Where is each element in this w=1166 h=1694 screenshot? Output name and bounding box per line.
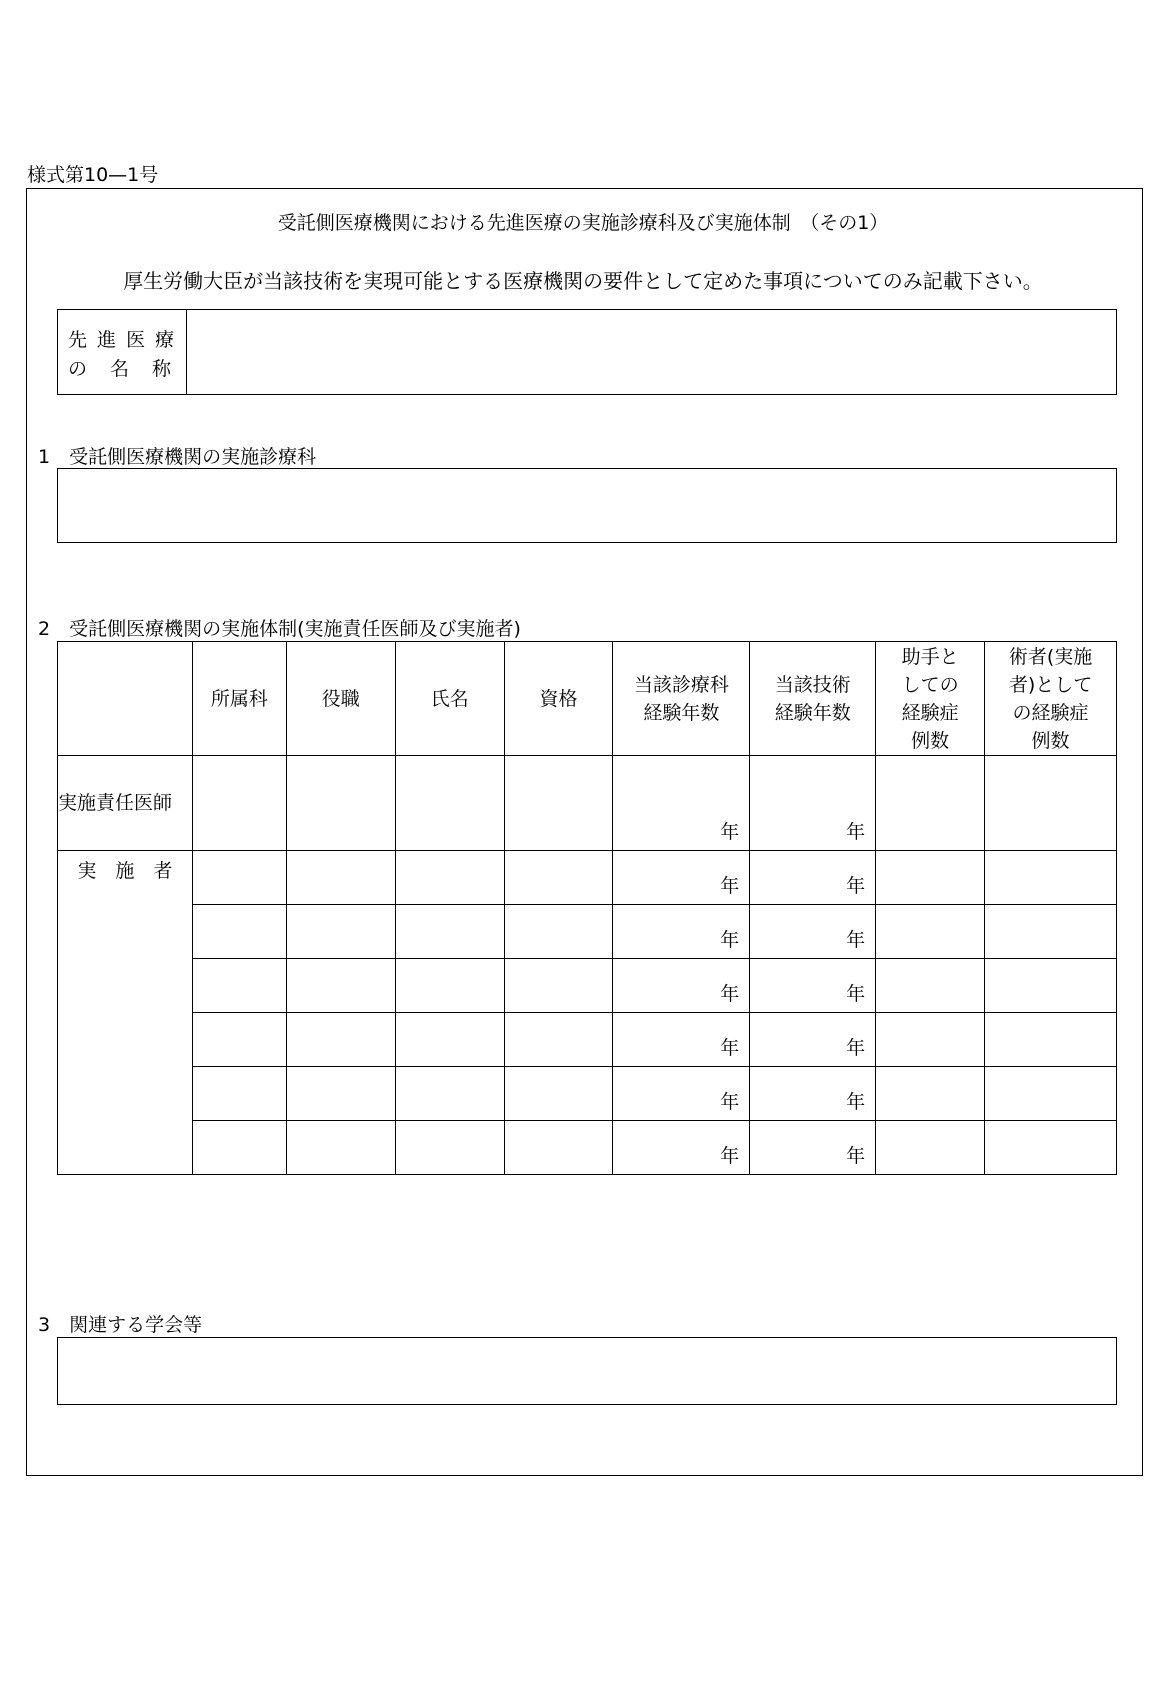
cell[interactable] (985, 756, 1117, 851)
column-header: 資格 (504, 642, 613, 756)
cell[interactable] (395, 959, 504, 1013)
cell[interactable] (286, 1121, 395, 1175)
cell[interactable] (504, 1013, 613, 1067)
cell[interactable] (192, 905, 286, 959)
cell[interactable] (395, 851, 504, 905)
years-cell[interactable]: 年 (613, 756, 750, 851)
years-cell[interactable]: 年 (750, 756, 876, 851)
years-cell[interactable]: 年 (750, 1121, 876, 1175)
cell[interactable] (876, 959, 985, 1013)
years-cell[interactable]: 年 (750, 959, 876, 1013)
table-row-staff (58, 1013, 1117, 1067)
form-number: 様式第10—1号 (27, 164, 159, 186)
cell[interactable] (395, 905, 504, 959)
column-header: 所属科 (192, 642, 286, 756)
table-row-staff (58, 851, 1117, 905)
header-row (58, 642, 1117, 756)
department-input[interactable] (57, 468, 1117, 543)
years-cell[interactable]: 年 (613, 905, 750, 959)
cell[interactable] (286, 959, 395, 1013)
technology-name-label-2: の 名 称 (68, 358, 174, 380)
cell[interactable] (192, 1067, 286, 1121)
divider (186, 309, 187, 395)
table-row-staff (58, 905, 1117, 959)
column-header (58, 642, 193, 756)
years-cell[interactable]: 年 (750, 1013, 876, 1067)
table-row-staff (58, 1121, 1117, 1175)
cell[interactable] (504, 1121, 613, 1175)
column-header: 当該診療科 経験年数 (613, 642, 750, 756)
cell[interactable] (286, 756, 395, 851)
years-cell[interactable]: 年 (750, 851, 876, 905)
cell[interactable] (876, 905, 985, 959)
instruction-text: 厚生労働大臣が当該技術を実現可能とする医療機関の要件として定めた事項についてのみ記載下さい。 (123, 269, 1043, 293)
column-header: 当該技術 経験年数 (750, 642, 876, 756)
technology-name-input[interactable] (190, 312, 1110, 392)
column-header: 氏名 (395, 642, 504, 756)
cell[interactable] (286, 1067, 395, 1121)
cell[interactable] (192, 1013, 286, 1067)
cell[interactable] (876, 1067, 985, 1121)
form-title: 受託側医療機関における先進医療の実施診療科及び実施体制 （その1） (277, 212, 889, 234)
section3-heading: 3 関連する学会等 (38, 1314, 203, 1336)
societies-input[interactable] (57, 1337, 1117, 1405)
cell[interactable] (192, 1121, 286, 1175)
years-cell[interactable]: 年 (613, 1121, 750, 1175)
table-row-staff (58, 1067, 1117, 1121)
cell[interactable] (192, 756, 286, 851)
cell[interactable] (876, 851, 985, 905)
table-row-staff (58, 959, 1117, 1013)
cell[interactable] (985, 1013, 1117, 1067)
cell[interactable] (286, 851, 395, 905)
cell[interactable] (876, 1013, 985, 1067)
years-cell[interactable]: 年 (613, 1067, 750, 1121)
years-cell[interactable]: 年 (750, 905, 876, 959)
cell[interactable] (504, 959, 613, 1013)
column-header: 役職 (286, 642, 395, 756)
cell[interactable] (504, 851, 613, 905)
cell[interactable] (286, 1013, 395, 1067)
row-label-lead: 実施責任医師 (58, 756, 193, 851)
cell[interactable] (504, 756, 613, 851)
cell[interactable] (504, 905, 613, 959)
cell[interactable] (985, 1067, 1117, 1121)
cell[interactable] (985, 851, 1117, 905)
section1-heading: 1 受託側医療機関の実施診療科 (38, 446, 317, 468)
section2-heading: 2 受託側医療機関の実施体制(実施責任医師及び実施者) (38, 618, 521, 640)
table-row-lead (58, 756, 1117, 851)
cell[interactable] (395, 1013, 504, 1067)
cell[interactable] (192, 851, 286, 905)
cell[interactable] (395, 1067, 504, 1121)
cell[interactable] (985, 959, 1117, 1013)
cell[interactable] (395, 756, 504, 851)
cell[interactable] (395, 1121, 504, 1175)
years-cell[interactable]: 年 (613, 1013, 750, 1067)
cell[interactable] (286, 905, 395, 959)
years-cell[interactable]: 年 (613, 851, 750, 905)
cell[interactable] (504, 1067, 613, 1121)
cell[interactable] (876, 1121, 985, 1175)
cell[interactable] (192, 959, 286, 1013)
row-label-staff: 実 施 者 (58, 851, 193, 1175)
column-header: 助手と しての 経験症 例数 (876, 642, 985, 756)
cell[interactable] (876, 756, 985, 851)
technology-name-label-1: 先 進 医 療 (68, 329, 177, 351)
years-cell[interactable]: 年 (750, 1067, 876, 1121)
cell[interactable] (985, 905, 1117, 959)
staff-table (57, 641, 1117, 1175)
years-cell[interactable]: 年 (613, 959, 750, 1013)
column-header: 術者(実施 者)として の経験症 例数 (985, 642, 1117, 756)
cell[interactable] (985, 1121, 1117, 1175)
